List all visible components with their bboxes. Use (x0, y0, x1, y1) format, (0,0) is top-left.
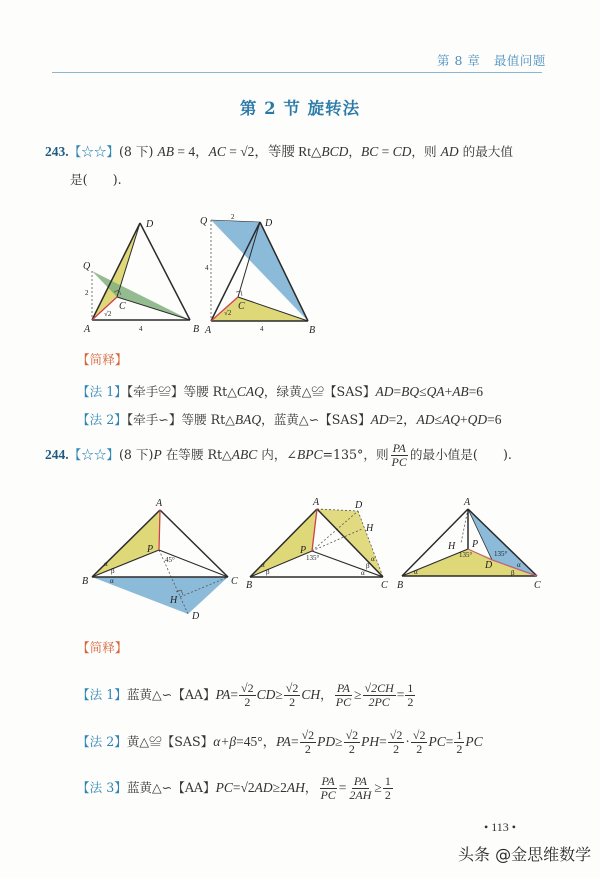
fraction (390, 442, 409, 469)
seg: · (405, 734, 410, 749)
label-A: A (84, 324, 91, 335)
length-AC: √2 (104, 310, 112, 318)
length-AB: 4 (260, 325, 264, 333)
math-var: PC (428, 734, 446, 749)
method-244-1 (77, 681, 416, 709)
label-P: P (472, 539, 479, 550)
fraction (334, 682, 353, 709)
angle-45: 45° (165, 556, 175, 564)
seg: = (396, 687, 405, 702)
seg: =6 (487, 412, 502, 427)
denominator: PC (335, 695, 352, 709)
fraction (363, 682, 396, 709)
seg: ≥ (354, 687, 362, 702)
label-D: D (355, 500, 363, 511)
angle-135-p: 135° (459, 551, 473, 559)
label-C: C (231, 576, 238, 587)
denominator: 2PC (368, 695, 390, 709)
math-var: PC (215, 780, 233, 795)
angle-135-d: 135° (494, 550, 508, 558)
math-var: AD (370, 412, 389, 427)
angle-beta-c: β (511, 569, 515, 577)
chapter-title: 最值问题 (493, 53, 546, 68)
seg: + (459, 412, 468, 427)
seg: ≤ (419, 384, 427, 399)
method-243-2 (77, 411, 501, 429)
numerator: √2 (301, 728, 315, 742)
label-C: C (534, 580, 541, 591)
angle-alpha-b: α (261, 561, 265, 569)
angle-alpha-c: α (517, 561, 521, 569)
label-D: D (265, 218, 273, 229)
stmt-text: 内，∠ (257, 447, 297, 462)
math-var: AD (375, 384, 394, 399)
math-var: AD (254, 780, 273, 795)
length-QA: 2 (85, 289, 89, 297)
method-tag: 【法 2】 (77, 412, 127, 427)
seg: 蓝黄△∽【AA】 (126, 687, 216, 702)
math-var: α+β (213, 734, 237, 749)
problem-243-answer-blank: 是( ). (70, 172, 122, 187)
seg: ，蓝黄△∽【SAS】 (261, 412, 371, 427)
math-var: AQ (441, 412, 460, 427)
numerator: 1 (456, 728, 463, 742)
angle-alpha-c2: α (361, 569, 365, 577)
stmt-text: 的最大值 (458, 144, 513, 159)
angle-alpha-c: α (371, 555, 375, 563)
denominator: 2 (416, 742, 423, 756)
seg: =6 (468, 384, 484, 399)
math-var: BC (360, 144, 379, 159)
seg: ≥ (335, 734, 343, 749)
method-244-2 (77, 728, 483, 756)
figure-244-method-2 (246, 497, 388, 591)
denominator: 2 (384, 788, 391, 802)
fraction (239, 682, 256, 709)
seg: 蓝黄△∽【AA】 (126, 780, 216, 795)
figure-243-method-1 (83, 219, 199, 335)
seg: ≥2 (272, 780, 287, 795)
fraction (388, 729, 405, 756)
denominator: 2 (348, 742, 355, 756)
math-var: QD (467, 412, 488, 427)
math-var: ABC (231, 447, 258, 462)
fraction (454, 729, 464, 756)
solution-heading-243: 【简释】 (77, 352, 128, 367)
label-C: C (119, 301, 126, 312)
label-B: B (246, 580, 253, 591)
fraction (344, 729, 361, 756)
stmt-text: = √2，等腰 Rt△ (225, 144, 322, 159)
label-P: P (300, 545, 307, 556)
math-var: PD (317, 734, 336, 749)
fraction (405, 682, 415, 709)
math-var: BPC (296, 447, 323, 462)
seg: ≤ (434, 412, 442, 427)
figure-244-method-1 (82, 498, 238, 622)
angle-beta-b: β (266, 568, 270, 576)
math-var: CD (256, 687, 276, 702)
seg: ， (320, 687, 333, 702)
length-QA: 4 (205, 264, 209, 272)
math-var: BQ (401, 384, 420, 399)
fraction (383, 775, 393, 802)
seg: ≥ (275, 687, 283, 702)
length-QD: 2 (231, 213, 235, 221)
math-var: AB (452, 384, 469, 399)
label-P: P (147, 544, 154, 555)
fraction (284, 682, 301, 709)
seg: =2， (388, 412, 417, 427)
math-var: P (153, 447, 162, 462)
stmt-text: 的最小值是( ). (409, 447, 512, 462)
seg: = (338, 780, 347, 795)
difficulty-stars: 【☆☆】 (68, 144, 119, 159)
denominator: 2 (393, 742, 400, 756)
label-C: C (381, 580, 388, 591)
numerator: 1 (407, 681, 414, 695)
denominator: 2 (289, 695, 296, 709)
angle-beta: β (111, 567, 115, 575)
angle-beta-c: β (366, 562, 370, 570)
seg: + (444, 384, 453, 399)
numerator: PA (392, 441, 406, 455)
label-H: H (170, 595, 178, 606)
label-B: B (309, 325, 316, 336)
numerator: PA (353, 774, 367, 788)
angle-135: 135° (306, 554, 320, 562)
chapter-number: 第 8 章 (437, 53, 481, 68)
numerator: 1 (384, 774, 391, 788)
figure-244-method-3 (397, 497, 541, 591)
numerator: √2CH (364, 681, 394, 695)
method-244-3 (77, 774, 394, 802)
math-var: QA (426, 384, 445, 399)
seg: = (290, 734, 299, 749)
label-D: D (485, 560, 493, 571)
method-tag: 【法 3】 (77, 780, 127, 795)
seg: = (393, 384, 402, 399)
math-var: CAQ (236, 384, 264, 399)
label-A: A (464, 497, 471, 508)
denominator: 2 (304, 742, 311, 756)
method-243-1 (77, 383, 483, 401)
figure-243-method-2 (200, 213, 315, 336)
label-B: B (193, 324, 200, 335)
problem-number: 243. (45, 144, 69, 159)
grade-tag: (8 下) (119, 447, 154, 462)
stmt-text: 在等腰 Rt△ (161, 447, 232, 462)
math-var: AB (157, 144, 174, 159)
seg: = (445, 734, 454, 749)
difficulty-stars: 【☆☆】 (68, 447, 119, 462)
label-H: H (366, 523, 374, 534)
method-tag: 【法 1】 (77, 384, 127, 399)
seg: = (379, 734, 387, 749)
math-var: PH (361, 734, 380, 749)
label-D: D (146, 219, 154, 230)
section-title: 第 2 节 旋转法 (239, 99, 361, 118)
fraction (318, 775, 337, 802)
seg: ，绿黄△≌【SAS】 (263, 384, 376, 399)
stmt-text: =135°，则 (322, 447, 389, 462)
seg: =√2 (232, 780, 255, 795)
label-A: A (313, 497, 320, 508)
math-var: BCD (321, 144, 349, 159)
grade-tag: (8 下) (119, 144, 154, 159)
stmt-text: = 4， (173, 144, 209, 159)
method-tag: 【法 2】 (77, 734, 127, 749)
problem-244-statement (45, 441, 512, 469)
numerator: √2 (241, 681, 254, 695)
math-var: CH (301, 687, 321, 702)
label-Q: Q (200, 216, 208, 227)
math-var: AD (416, 412, 435, 427)
denominator: 2 (456, 742, 463, 756)
denominator: 2AH (349, 788, 372, 802)
numerator: √2 (345, 728, 359, 742)
math-var: AH (286, 780, 305, 795)
method-tag: 【法 1】 (77, 687, 127, 702)
denominator: PC (320, 788, 336, 802)
label-Q: Q (83, 261, 91, 272)
length-AC: √2 (224, 309, 232, 317)
numerator: √2 (412, 728, 426, 742)
numerator: √2 (389, 728, 403, 742)
math-var: PA (215, 687, 231, 702)
fraction (300, 729, 317, 756)
numerator: PA (336, 681, 350, 695)
math-var: PC (465, 734, 483, 749)
label-A: A (205, 325, 212, 336)
stmt-text: ， (348, 144, 361, 159)
math-var: PA (276, 734, 291, 749)
label-C: C (238, 301, 245, 312)
math-var: CD (392, 144, 412, 159)
page-number: • 113 • (484, 820, 516, 834)
seg: ， (304, 780, 318, 795)
angle-alpha: α (104, 560, 108, 568)
angle-alpha-b: α (414, 568, 418, 576)
denominator: PC (391, 455, 407, 469)
seg: ≥ (374, 780, 382, 795)
numerator: √2 (285, 681, 299, 695)
length-AB: 4 (139, 325, 143, 333)
seg: = (230, 687, 239, 702)
stmt-text: = (378, 144, 393, 159)
fraction (411, 729, 428, 756)
seg: 【牵手∽】等腰 Rt△ (126, 412, 235, 427)
math-var: AC (208, 144, 226, 159)
seg: 【牵手≌】等腰 Rt△ (126, 384, 237, 399)
seg: 黄△≌【SAS】 (126, 734, 214, 749)
label-H: H (448, 541, 456, 552)
seg: =45°， (236, 734, 277, 749)
denominator: 2 (244, 695, 251, 709)
label-B: B (82, 576, 89, 587)
solution-heading-244: 【简释】 (77, 640, 128, 655)
angle-alpha-2: α (110, 577, 114, 585)
label-B: B (397, 580, 404, 591)
problem-number: 244. (45, 447, 69, 462)
watermark: 头条 @金思维数学 (458, 845, 592, 864)
label-D: D (192, 611, 200, 622)
math-var: BAQ (234, 412, 262, 427)
numerator: PA (321, 774, 335, 788)
denominator: 2 (407, 695, 414, 709)
fraction (347, 775, 373, 802)
label-A: A (156, 498, 163, 509)
math-var: AD (440, 144, 459, 159)
stmt-text: ，则 (411, 144, 441, 159)
